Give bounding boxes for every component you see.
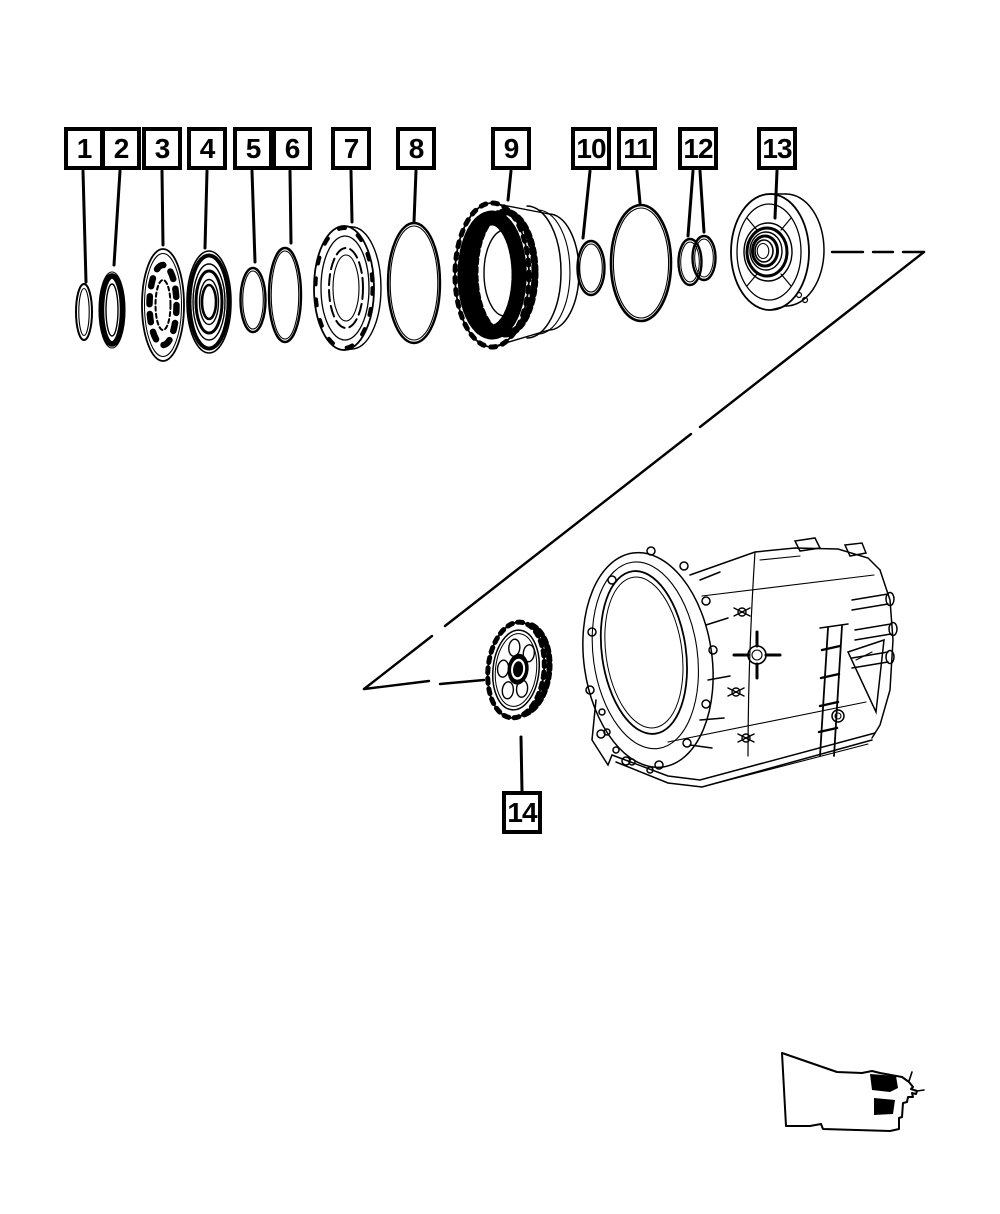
callout-12[interactable] — [678, 127, 718, 170]
callout-12-label: 12 — [683, 132, 713, 164]
callout-leader-lines — [83, 171, 777, 791]
callout-1[interactable] — [64, 127, 104, 170]
part-7-illustration — [314, 226, 381, 350]
callout-3-label: 3 — [154, 132, 170, 164]
part-1-illustration — [76, 284, 92, 340]
locator-thumbnail — [782, 1053, 924, 1131]
callout-9[interactable] — [491, 127, 531, 170]
callout-10[interactable] — [571, 127, 611, 170]
callout-8[interactable] — [396, 127, 436, 170]
callout-6[interactable] — [272, 127, 312, 170]
callout-13[interactable] — [757, 127, 797, 170]
callout-14[interactable] — [502, 791, 542, 834]
callout-9-label: 9 — [503, 132, 519, 164]
callout-5[interactable] — [233, 127, 273, 170]
callout-2[interactable] — [101, 127, 141, 170]
part-5-illustration — [241, 268, 266, 332]
callout-7-label: 7 — [343, 132, 359, 164]
part-2-illustration — [99, 272, 125, 348]
callout-2-label: 2 — [113, 132, 129, 164]
callout-11[interactable] — [617, 127, 657, 170]
callout-8-label: 8 — [408, 132, 424, 164]
part-3-illustration — [142, 249, 184, 361]
callout-10-label: 10 — [576, 132, 606, 164]
callout-1-label: 1 — [76, 132, 92, 164]
transmission-case-illustration — [570, 538, 897, 787]
part-10-illustration — [578, 241, 605, 295]
part-4-illustration — [187, 251, 231, 353]
callout-6-label: 6 — [284, 132, 300, 164]
callout-5-label: 5 — [245, 132, 261, 164]
callout-14-label: 14 — [507, 796, 537, 828]
part-14-illustration — [483, 619, 554, 721]
part-13-illustration — [731, 194, 824, 310]
part-8-illustration — [388, 223, 440, 343]
callout-13-label: 13 — [762, 132, 792, 164]
callout-11-label: 11 — [623, 132, 651, 164]
part-6-illustration — [269, 248, 301, 342]
callout-7[interactable] — [331, 127, 371, 170]
part-12-illustration — [679, 236, 716, 285]
callout-3[interactable] — [142, 127, 182, 170]
part-9-illustration — [455, 203, 579, 347]
part-11-illustration — [611, 205, 671, 321]
callout-4-label: 4 — [199, 132, 215, 164]
callout-4[interactable] — [187, 127, 227, 170]
